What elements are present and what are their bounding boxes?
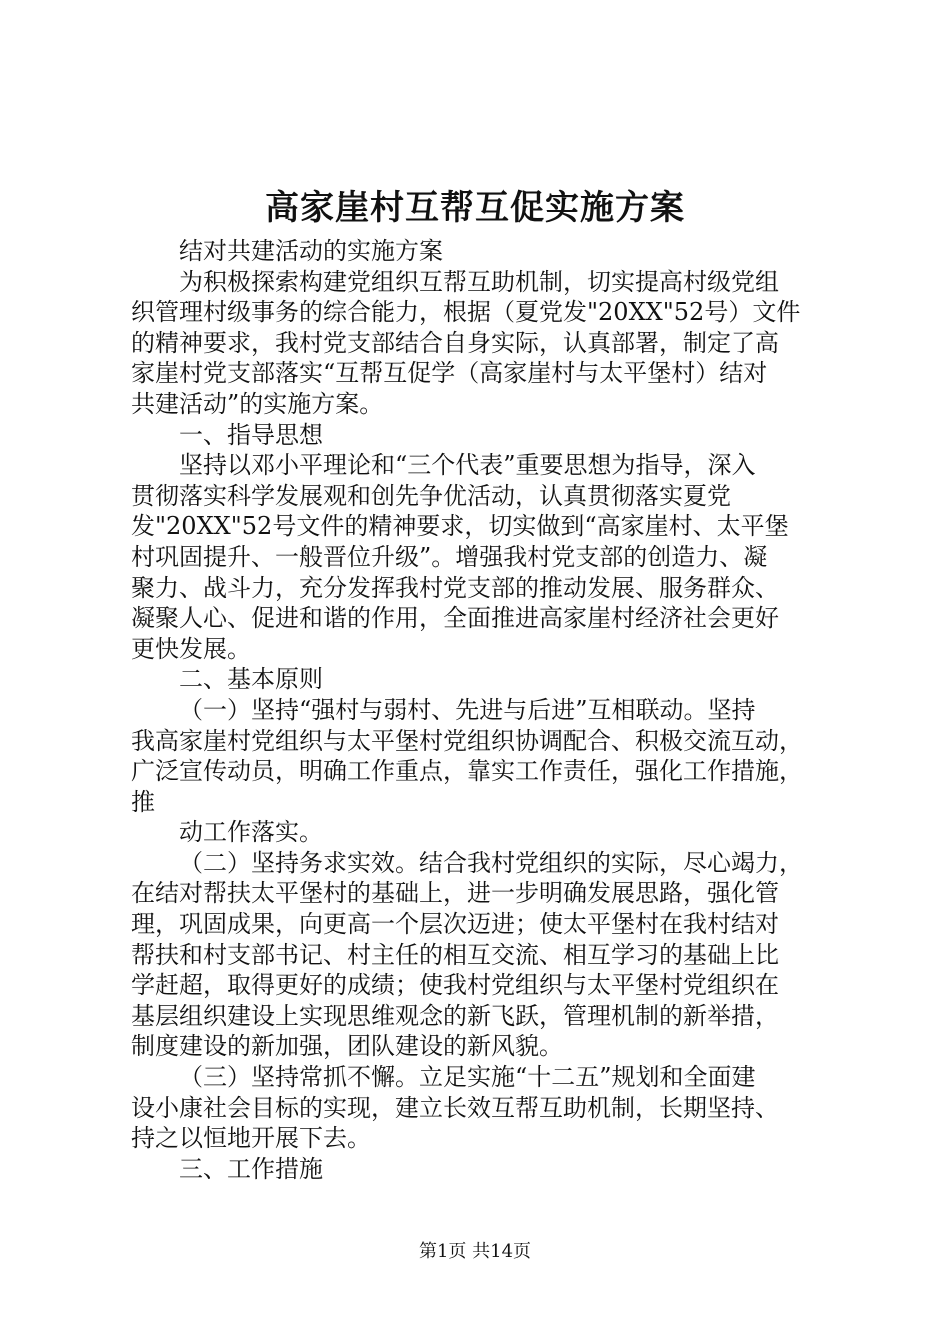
paragraph-line: 家崖村党支部落实“互帮互促学（高家崖村与太平堡村）结对 (131, 359, 768, 388)
paragraph-line: 帮扶和村支部书记、村主任的相互交流、相互学习的基础上比 (131, 940, 779, 969)
paragraph-line: 广泛宣传动员，明确工作重点，靠实工作责任，强化工作措施， (131, 757, 803, 786)
paragraph-line: 动工作落实。 (179, 818, 323, 847)
paragraph-line: 设小康社会目标的实现，建立长效互帮互助机制，长期坚持、 (131, 1093, 779, 1122)
paragraph-line: 理，巩固成果，向更高一个层次迈进；使太平堡村在我村结对 (131, 910, 779, 939)
paragraph-line: 更快发展。 (131, 634, 251, 663)
document-title: 高家崖村互帮互促实施方案 (265, 188, 685, 228)
paragraph-line: 的精神要求，我村党支部结合自身实际，认真部署，制定了高 (131, 328, 779, 357)
paragraph (131, 267, 831, 420)
paragraph (131, 695, 831, 817)
paragraph-line: 推 (131, 787, 155, 816)
paragraph (131, 420, 831, 451)
paragraph-line: 在结对帮扶太平堡村的基础上，进一步明确发展思路，强化管 (131, 879, 779, 908)
paragraph-line: 发"20XX"52号文件的精神要求，切实做到“高家崖村、太平堡 (131, 512, 789, 541)
paragraph-line: 学赶超，取得更好的成绩；使我村党组织与太平堡村党组织在 (131, 971, 779, 1000)
paragraph-line: 基层组织建设上实现思维观念的新飞跃，管理机制的新举措， (131, 1001, 779, 1030)
paragraph-line: 坚持以邓小平理论和“三个代表”重要思想为指导，深入 (179, 451, 756, 480)
paragraph-line: （三）坚持常抓不懈。立足实施“十二五”规划和全面建 (179, 1063, 756, 1092)
paragraph-line: 制度建设的新加强，团队建设的新风貌。 (131, 1032, 563, 1061)
page-number: 第1页 共14页 (418, 1241, 532, 1262)
paragraph (131, 664, 831, 695)
paragraph-line: 共建活动”的实施方案。 (131, 389, 384, 418)
paragraph-line: 持之以恒地开展下去。 (131, 1124, 371, 1153)
paragraph-line: 贯彻落实科学发展观和创先争优活动，认真贯彻落实夏党 (131, 481, 731, 510)
paragraph (131, 848, 831, 1062)
paragraph-line: 村巩固提升、一般晋位升级”。增强我村党支部的创造力、凝 (131, 542, 768, 571)
paragraph-line: 三、工作措施 (179, 1154, 323, 1183)
paragraph-line: 一、指导思想 (179, 420, 323, 449)
paragraph-line: 结对共建活动的实施方案 (179, 237, 443, 265)
paragraph (131, 1062, 831, 1154)
paragraph-line: 我高家崖村党组织与太平堡村党组织协调配合、积极交流互动， (131, 726, 803, 755)
paragraph-line: 聚力、战斗力，充分发挥我村党支部的推动发展、服务群众、 (131, 573, 779, 602)
paragraph-line: 凝聚人心、促进和谐的作用，全面推进高家崖村经济社会更好 (131, 604, 779, 633)
paragraph-line: 二、基本原则 (179, 665, 323, 694)
paragraph (131, 450, 831, 664)
paragraph-line: 为积极探索构建党组织互帮互助机制，切实提高村级党组 (179, 267, 779, 296)
paragraph-line: （一）坚持“强村与弱村、先进与后进”互相联动。坚持 (179, 695, 756, 724)
paragraph (131, 1154, 831, 1185)
paragraph (131, 817, 831, 848)
document-body (131, 236, 831, 1184)
paragraph-line: 织管理村级事务的综合能力，根据（夏党发"20XX"52号）文件 (131, 298, 801, 327)
paragraph-line: （二）坚持务求实效。结合我村党组织的实际，尽心竭力， (179, 848, 803, 877)
paragraph (131, 236, 831, 267)
